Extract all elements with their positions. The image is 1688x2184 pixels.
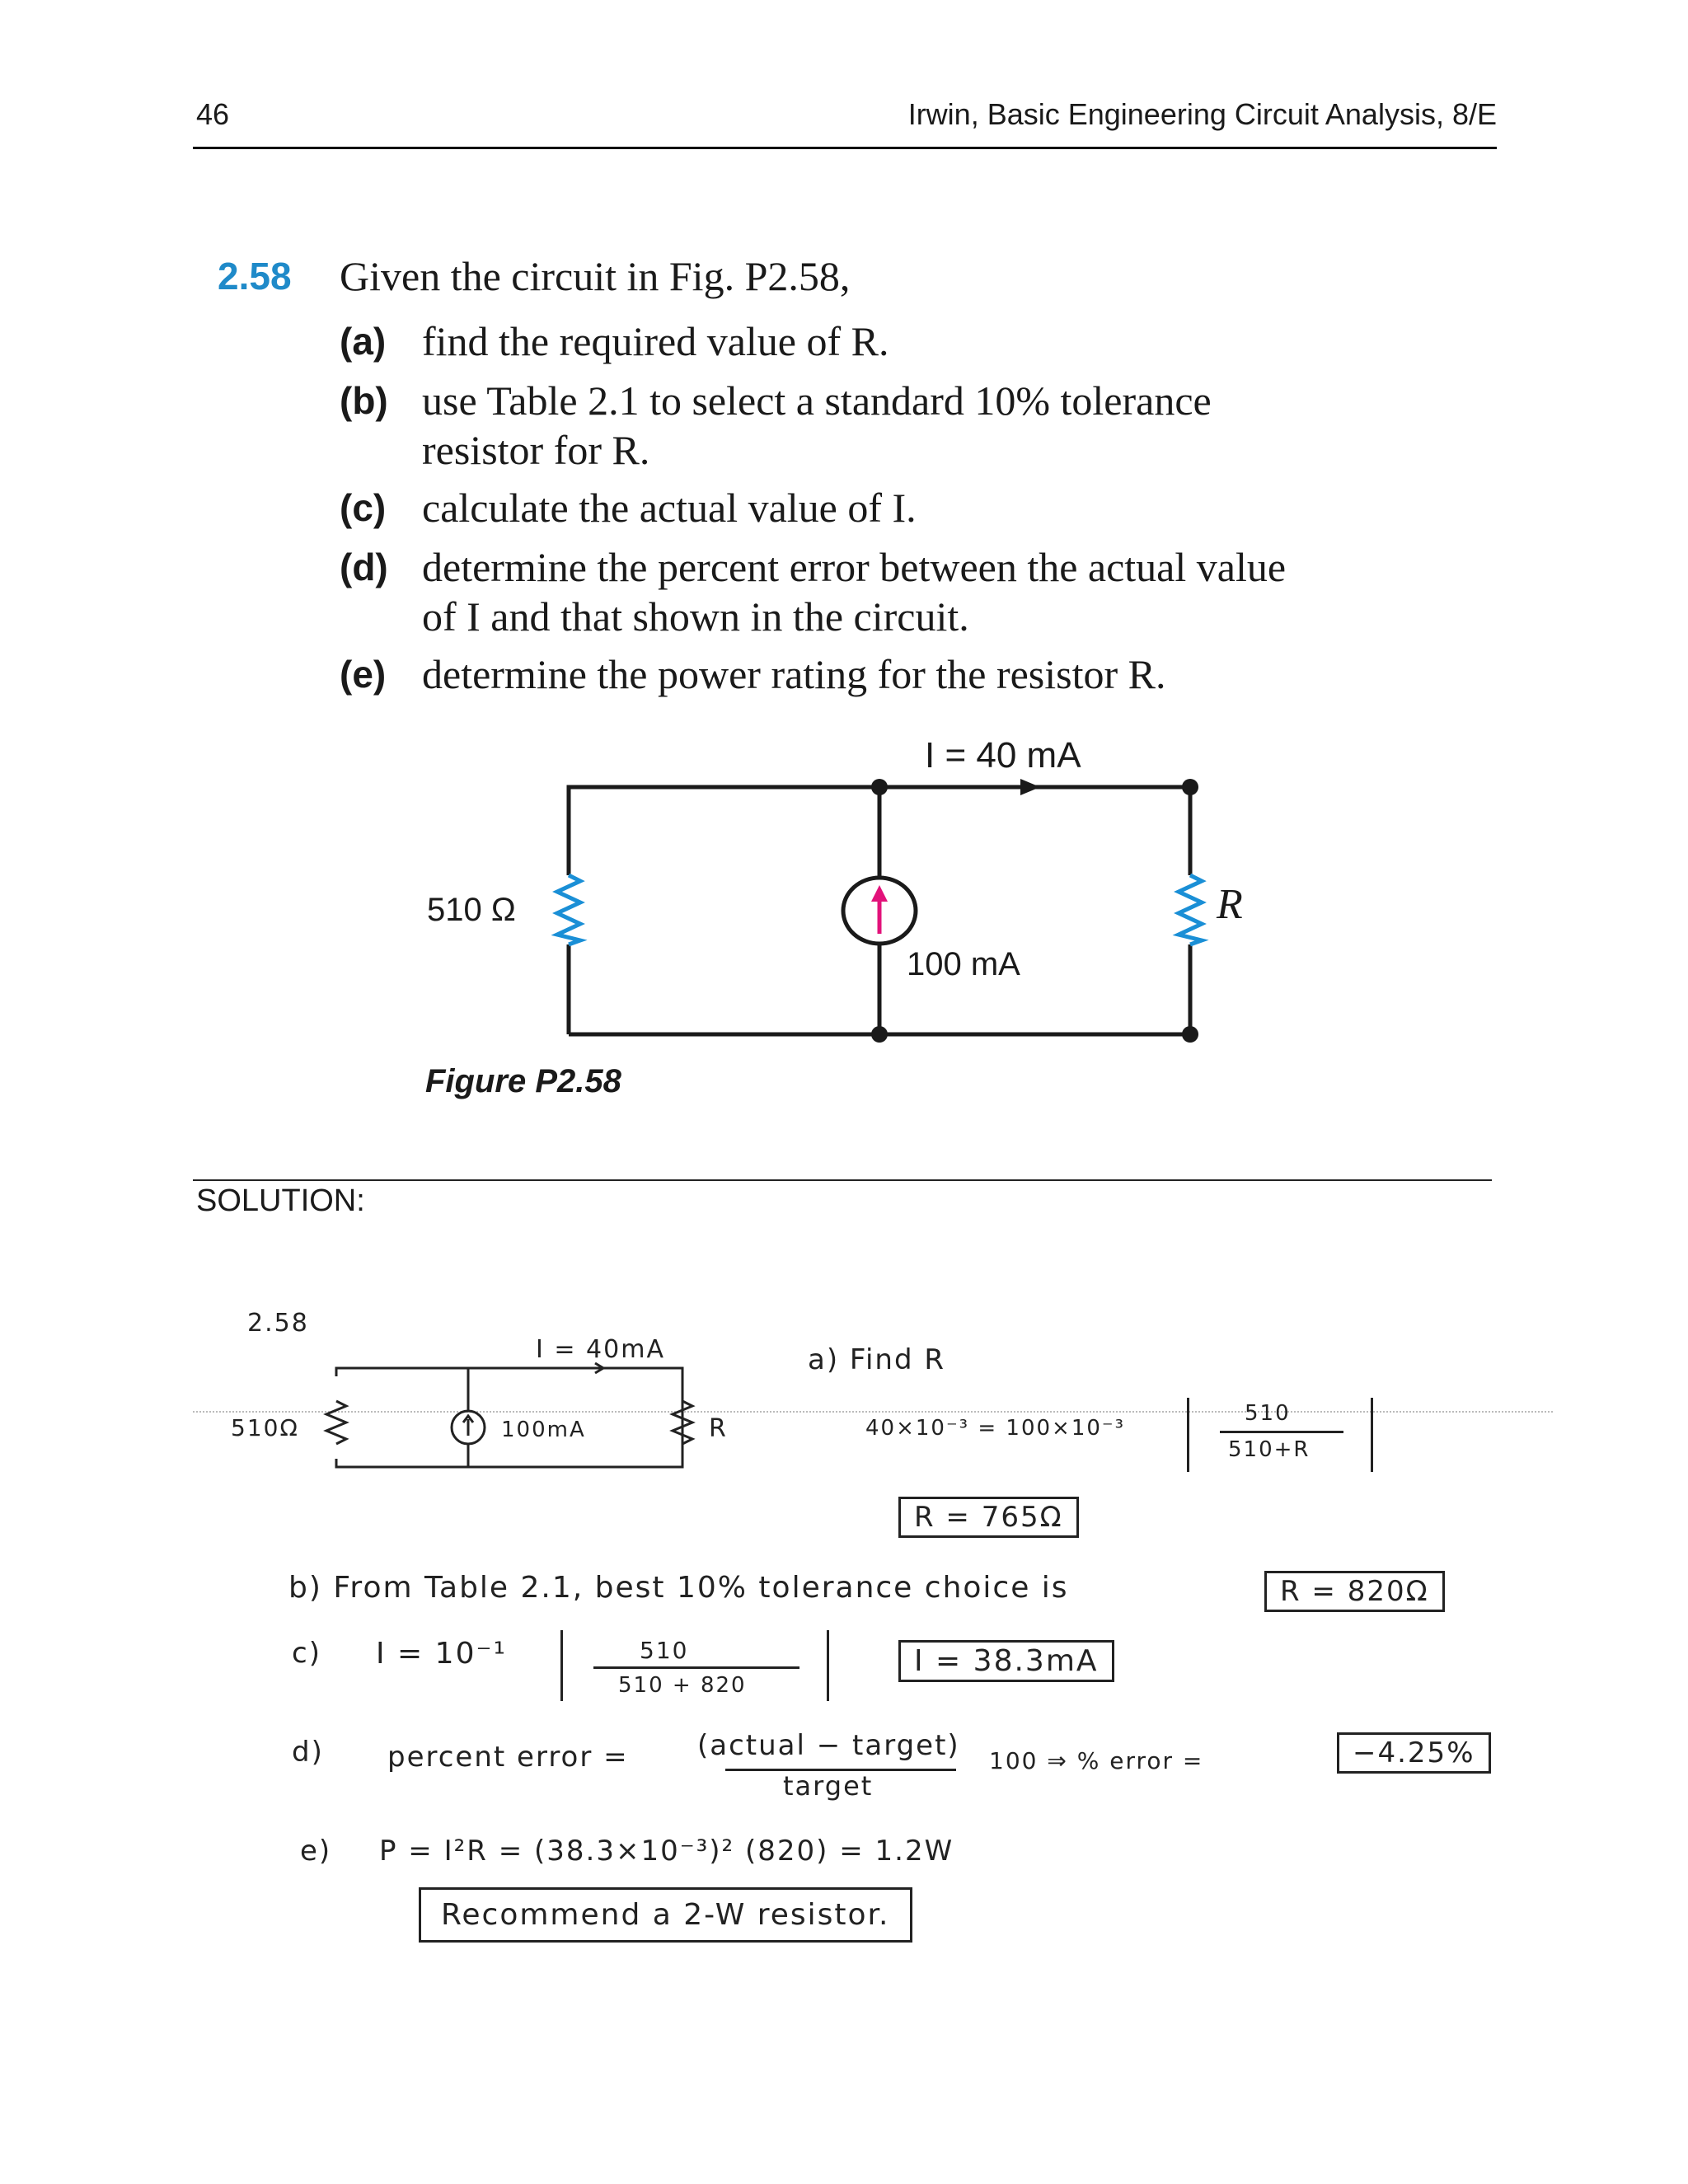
running-header-title: Irwin, Basic Engineering Circuit Analysis, 8/E <box>907 97 1497 131</box>
hw-d-text: percent error = <box>387 1741 629 1774</box>
part-label: (c) <box>340 486 387 529</box>
part-text: determine the percent error between the actual value <box>422 544 1287 590</box>
hw-b-text: b) From Table 2.1, best 10% tolerance choice is <box>288 1571 1069 1605</box>
hw-d-middle: 100 ⇒ % error = <box>989 1747 1204 1774</box>
hw-problem-number: 2.58 <box>247 1309 309 1338</box>
hw-b-result: R = 820Ω <box>1264 1571 1445 1612</box>
part-text-continued: resistor for R. <box>422 427 650 473</box>
resistor-510-label: 510 Ω <box>427 892 516 928</box>
hw-e-equation: P = I²R = (38.3×10⁻³)² (820) = 1.2W <box>379 1835 954 1868</box>
hw-e-label: e) <box>300 1835 332 1868</box>
hw-a-fraction-denominator: 510+R <box>1228 1437 1311 1462</box>
figure-caption: Figure P2.58 <box>425 1063 621 1099</box>
hw-c-equation: I = 10⁻¹ <box>376 1637 507 1671</box>
hw-c-result: I = 38.3mA <box>898 1640 1114 1682</box>
hw-d-fraction-denominator: target <box>783 1770 874 1802</box>
solution-heading: SOLUTION: <box>196 1183 365 1218</box>
hw-d-label: d) <box>292 1736 324 1769</box>
source-100ma-label: 100 mA <box>907 946 1020 982</box>
hw-a-fraction-numerator: 510 <box>1245 1401 1291 1426</box>
hw-c-fraction-numerator: 510 <box>640 1637 689 1664</box>
part-label: (e) <box>340 653 387 696</box>
part-label: (d) <box>340 546 388 588</box>
hw-sketch-resistor-r: R <box>709 1414 728 1443</box>
current-i-label: I = 40 mA <box>925 735 1081 776</box>
hw-c-fraction-bar <box>593 1666 799 1669</box>
hw-sketch-current: I = 40mA <box>536 1335 665 1364</box>
hw-d-result: −4.25% <box>1337 1732 1491 1774</box>
hw-a-result: R = 765Ω <box>898 1497 1079 1538</box>
hw-sketch-resistor-510: 510Ω <box>231 1414 299 1441</box>
hw-sketch-source: 100mA <box>501 1418 586 1442</box>
hw-a-title: a) Find R <box>808 1343 945 1376</box>
page-number: 46 <box>196 97 230 131</box>
hw-d-fraction-numerator: (actual − target) <box>697 1729 960 1762</box>
part-text: find the required value of R. <box>422 318 889 364</box>
problem-number: 2.58 <box>218 255 292 298</box>
hw-a-equation: 40×10⁻³ = 100×10⁻³ <box>865 1416 1126 1441</box>
resistor-r-label: R <box>1217 881 1243 928</box>
hw-a-fraction-bar <box>1220 1431 1343 1433</box>
part-text-continued: of I and that shown in the circuit. <box>422 593 969 640</box>
part-text: use Table 2.1 to select a standard 10% tolerance <box>422 377 1212 424</box>
part-text: determine the power rating for the resistor R. <box>422 651 1166 697</box>
part-label: (a) <box>340 320 387 363</box>
hw-e-result: Recommend a 2-W resistor. <box>419 1887 912 1943</box>
part-text: calculate the actual value of I. <box>422 485 917 531</box>
hw-c-label: c) <box>292 1637 321 1670</box>
problem-stem: Given the circuit in Fig. P2.58, <box>340 253 851 299</box>
part-label: (b) <box>340 379 388 422</box>
hw-c-fraction-denominator: 510 + 820 <box>618 1673 747 1698</box>
